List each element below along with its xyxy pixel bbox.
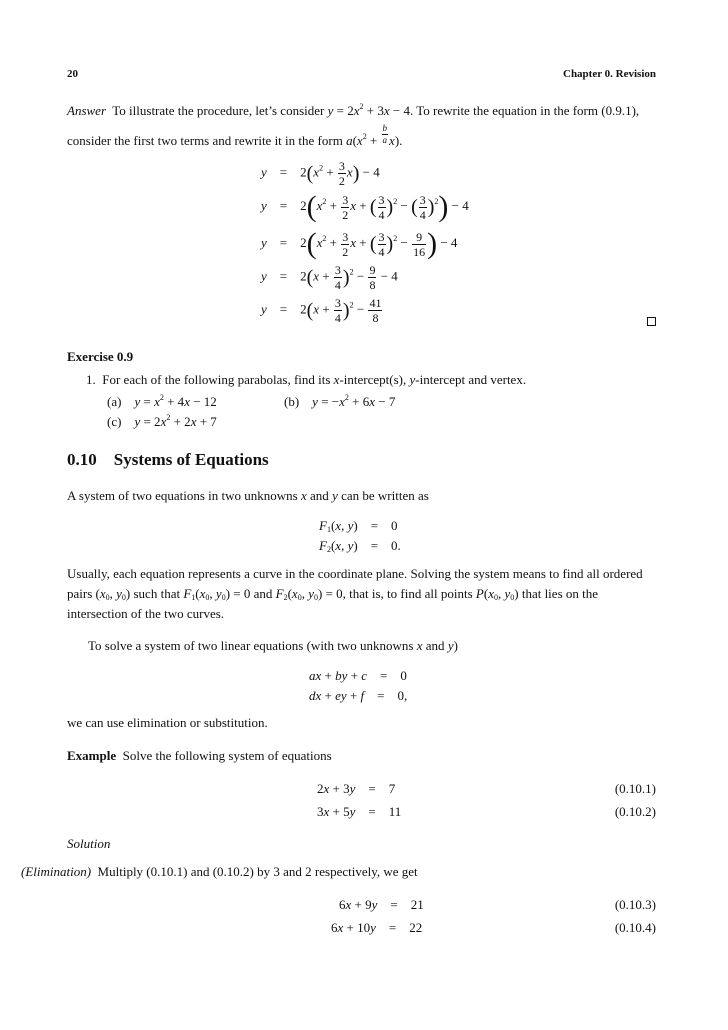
answer-line-1: Answer To illustrate the procedure, let’s consider $y = 2x^2 + 3x - 4$. To rewrite the equation in the form (0.9.1),	[67, 102, 640, 118]
system4-row-2: 6x + 10y = 22	[331, 920, 423, 935]
derivation-row-5: y = 2(x + $\frac{3}{4}$ )$^2$ − $\frac{41}{8}$	[261, 296, 382, 325]
derivation-row-2: y = $2(x^2$ + $\frac{3}{2}$ x + ( $\frac{3}{4}$ )$^2$ − ( $\frac{3}{4}$ )$^2$) − 4	[261, 190, 469, 223]
para-line-3: intersection of the two curves.	[67, 606, 225, 621]
answer-inline-equation: y	[327, 103, 334, 118]
answer-text-2: consider the first two terms and rewrite it in the form	[67, 133, 347, 148]
eq-tag-0-10-2: (0.10.2)	[614, 804, 656, 819]
page-number: 20	[67, 68, 78, 80]
exercise-part-b: (b) $y = -x^2 + 6x - 7$	[284, 393, 396, 409]
system1-row-2: $F_2(x$, y) = 0.	[319, 538, 401, 554]
answer-text-1: To illustrate the procedure, let’s consider	[112, 103, 328, 118]
exercise-title: Exercise 0.9	[67, 349, 134, 364]
solution-label: Solution	[67, 836, 111, 851]
linear-intro: To solve a system of two linear equations (with two unknowns x and y)	[88, 638, 458, 653]
section-heading: 0.10 Systems of Equations	[67, 450, 269, 469]
chapter-header: Chapter 0. Revision	[563, 68, 656, 80]
system2-row-1: ax + by + c = 0	[309, 668, 407, 683]
system1-row-1: $F_1(x$, y) = 0	[319, 518, 398, 534]
system3-row-1: 2x + 3y = 7	[317, 781, 396, 796]
method-text: we can use elimination or substitution.	[67, 715, 268, 730]
system4-row-1: 6x + 9y = 21	[339, 897, 424, 912]
para-line-2: pairs ($x_0$, $y_0$) such that $F_1(x_0$, $y_0) = 0$ and $F_2(x_0$, $y_0) = 0$, that is, to find all points $P(x_0$, $y_0$) that lies on the	[67, 586, 599, 602]
para-line-1: Usually, each equation represents a curve in the coordinate plane. Solving the system means to find all ordered	[67, 566, 643, 581]
exercise-item-1: 1. For each of the following parabolas, find its x-intercept(s), y-intercept and vertex.	[86, 372, 527, 387]
exercise-part-c: (c) $y = 2x^2 + 2x + 7$	[107, 413, 217, 429]
system3-row-2: 3x + 5y = 11	[317, 804, 402, 819]
derivation-row-1: y = $2(x^2$ + $\frac{3}{2}$ x) − 4	[261, 159, 380, 188]
eq-tag-0-10-1: (0.10.1)	[614, 781, 656, 796]
elimination-line: (Elimination) Multiply (0.10.1) and (0.10.2) by 3 and 2 respectively, we get	[21, 864, 418, 879]
derivation-row-3: y = $2(x^2$ + $\frac{3}{2}$ x + ( $\frac{3}{4}$ )$^2$ − $\frac{9}{16}$ ) − 4	[261, 227, 458, 260]
eq-tag-0-10-4: (0.10.4)	[614, 920, 656, 935]
qed-square-icon	[647, 317, 656, 326]
section-intro: A system of two equations in two unknowns x and y can be written as	[67, 488, 429, 503]
eq-tag-0-10-3: (0.10.3)	[614, 897, 656, 912]
answer-form-math: a	[346, 133, 353, 148]
example-line: Example Solve the following system of equations	[67, 748, 332, 763]
system2-row-2: dx + ey + f = 0,	[309, 688, 408, 703]
answer-text-1-post: . To rewrite the equation in the form (0.9.1),	[409, 103, 640, 118]
answer-line-2: consider the first two terms and rewrite it in the form $a(x^2$ + $\frac{b}{a}$ x).	[67, 123, 403, 148]
derivation-row-4: y = 2(x + $\frac{3}{4}$ )$^2$ − $\frac{9}{8}$ − 4	[261, 263, 398, 292]
answer-label: Answer	[67, 103, 106, 118]
exercise-part-a: (a) $y = x^2 + 4x - 12$	[107, 393, 217, 409]
